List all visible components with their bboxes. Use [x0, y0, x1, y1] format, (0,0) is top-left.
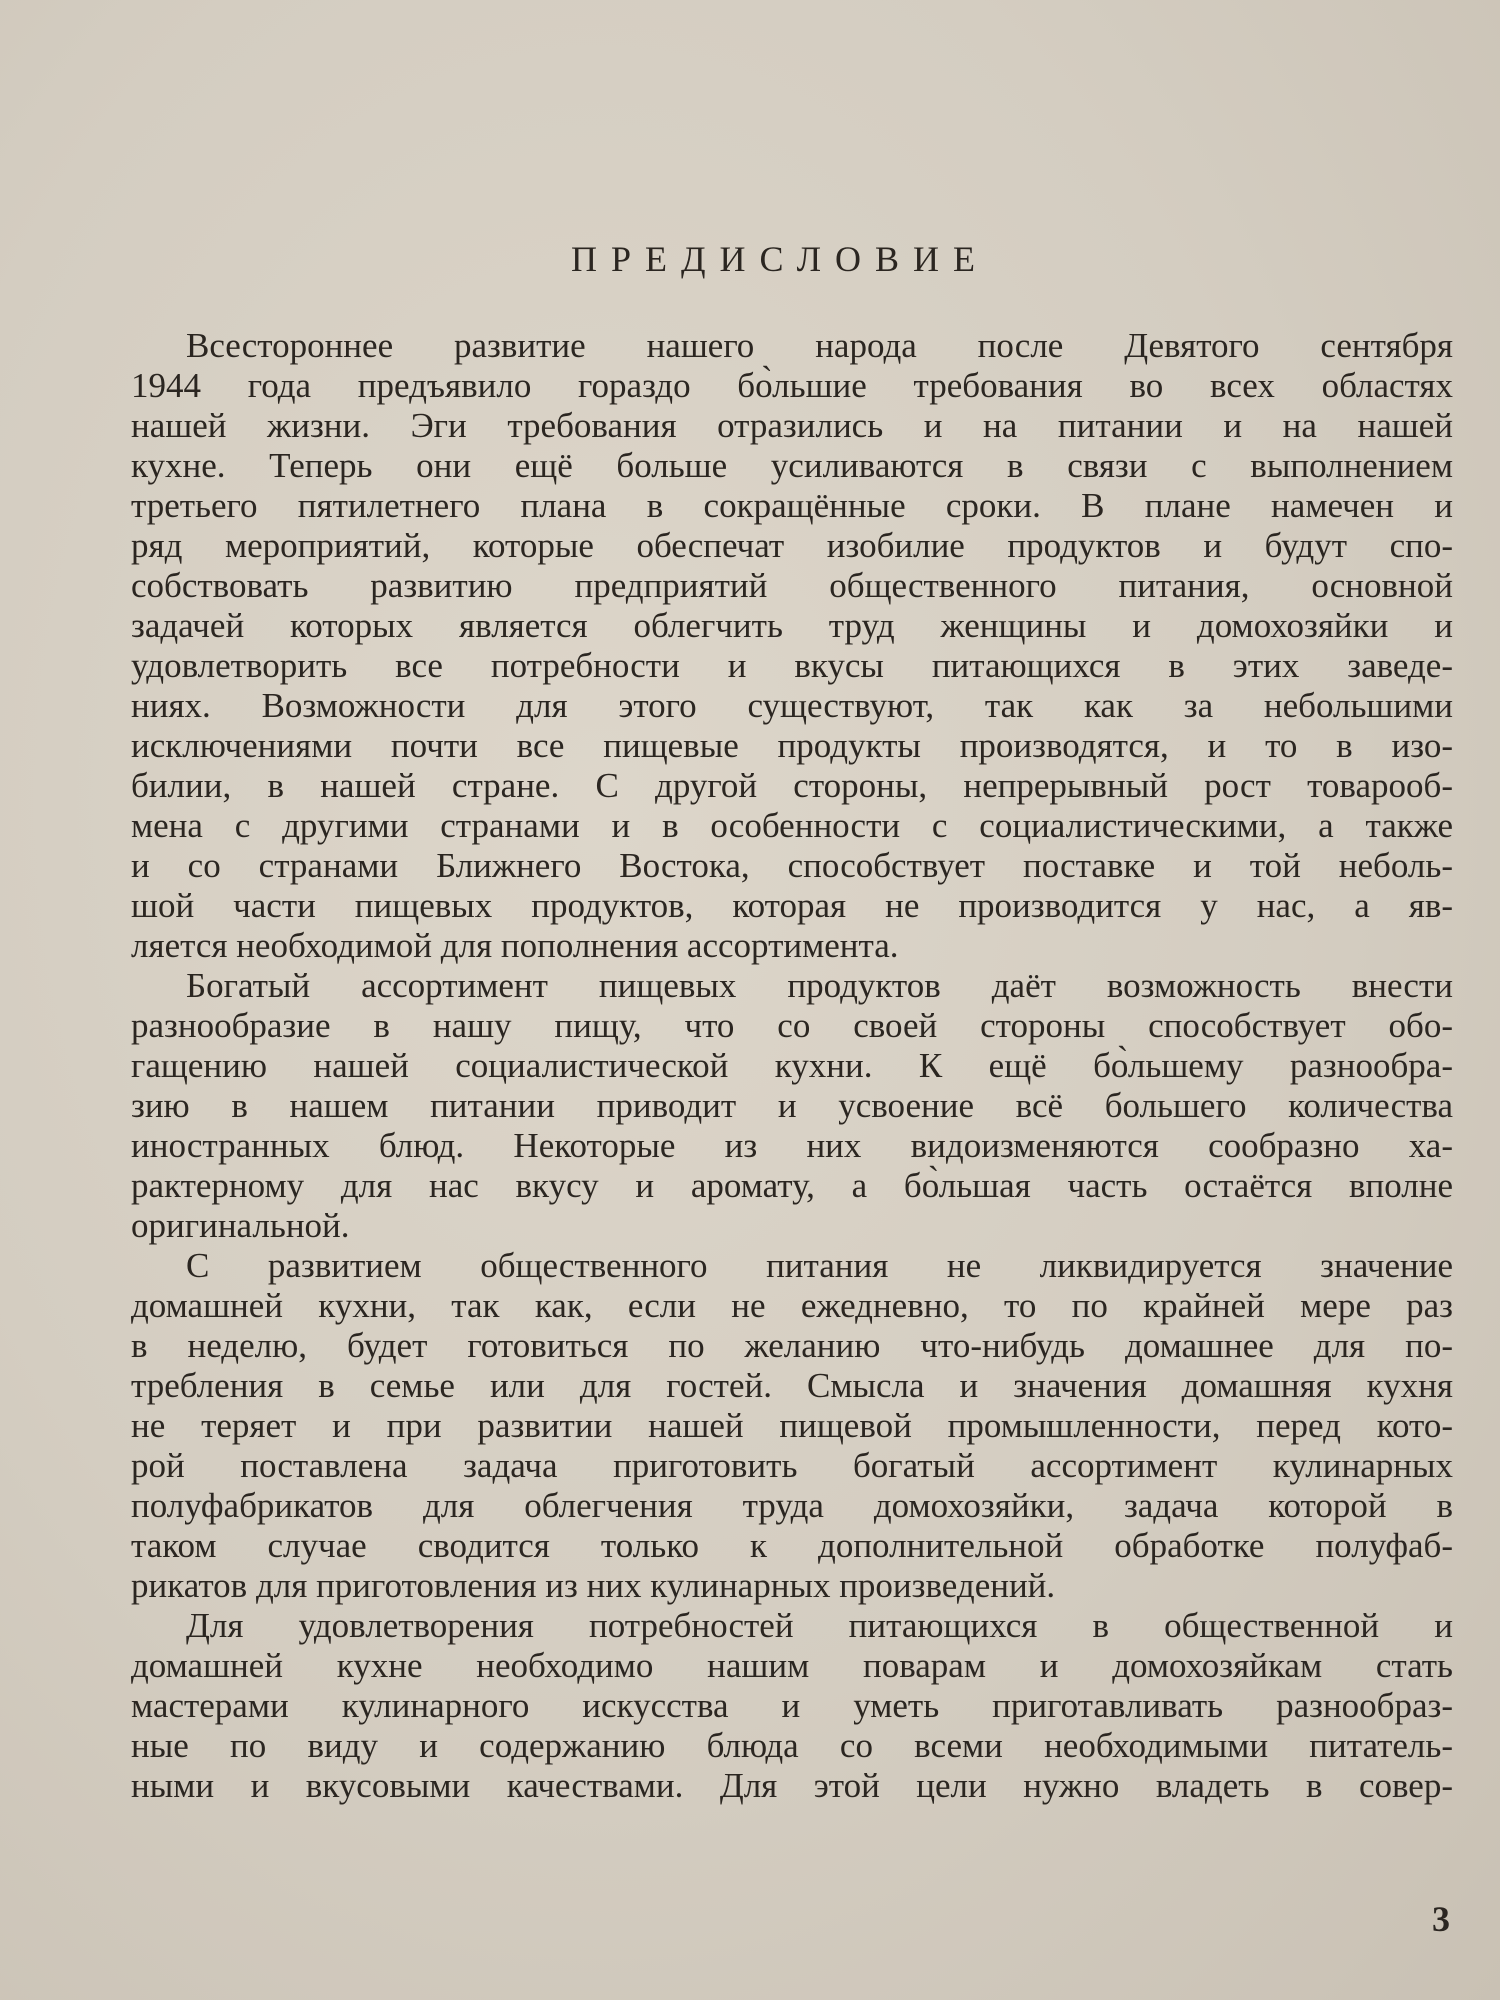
text-line: 1944 года предъявило гораздо бо̀льшие требования во всех областях	[131, 366, 1453, 405]
text-line: требления в семье или для гостей. Смысла и значения домашняя кухня	[131, 1366, 1453, 1405]
text-line: третьего пятилетнего плана в сокращённые сроки. В плане намечен и	[131, 486, 1453, 525]
text-line: разнообразие в нашу пищу, что со своей стороны способствует обо-	[131, 1006, 1453, 1045]
text-line: С развитием общественного питания не ликвидируется значение	[186, 1246, 1453, 1285]
text-line: иностранных блюд. Некоторые из них видоизменяются сообразно ха-	[131, 1126, 1453, 1165]
text-line: собствовать развитию предприятий общественного питания, основной	[131, 566, 1453, 605]
text-line: исключениями почти все пищевые продукты производятся, и то в изо-	[131, 726, 1453, 765]
text-line: рикатов для приготовления из них кулинарных произведений.	[131, 1566, 1056, 1605]
text-line: домашней кухне необходимо нашим поварам и домохозяйкам стать	[131, 1646, 1453, 1685]
text-line: кухне. Теперь они ещё больше усиливаются в связи с выполнением	[131, 446, 1453, 485]
text-line: в неделю, будет готовиться по желанию что-нибудь домашнее для по-	[131, 1326, 1453, 1365]
text-line: зию в нашем питании приводит и усвоение всё большего количества	[131, 1086, 1453, 1125]
text-line: мена с другими странами и в особенности с социалистическими, а также	[131, 806, 1453, 845]
text-line: домашней кухни, так как, если не ежедневно, то по крайней мере раз	[131, 1286, 1453, 1325]
text-line: гащению нашей социалистической кухни. К ещё бо̀льшему разнообра-	[131, 1046, 1453, 1085]
text-line: нашей жизни. Эги требования отразились и на питании и на нашей	[131, 406, 1453, 445]
body-text	[131, 326, 1453, 1806]
text-line: рой поставлена задача приготовить богатый ассортимент кулинарных	[131, 1446, 1453, 1485]
text-line: и со странами Ближнего Востока, способствует поставке и той неболь-	[131, 846, 1453, 885]
paragraph	[131, 326, 1453, 966]
paragraph	[131, 1246, 1453, 1606]
text-line: Всестороннее развитие нашего народа после Девятого сентября	[186, 326, 1453, 365]
text-line: полуфабрикатов для облегчения труда домохозяйки, задача которой в	[131, 1486, 1453, 1525]
text-line: ряд мероприятий, которые обеспечат изобилие продуктов и будут спо-	[131, 526, 1453, 565]
paragraph	[131, 966, 1453, 1246]
text-line: удовлетворить все потребности и вкусы питающихся в этих заведе-	[131, 646, 1453, 685]
text-line: таком случае сводится только к дополнительной обработке полуфаб-	[131, 1526, 1453, 1565]
page-number: 3	[1432, 1899, 1450, 1939]
text-line: ные по виду и содержанию блюда со всеми необходимыми питатель-	[131, 1726, 1453, 1765]
text-line: ниях. Возможности для этого существуют, так как за небольшими	[131, 686, 1453, 725]
text-line: оригинальной.	[131, 1206, 350, 1245]
text-line: не теряет и при развитии нашей пищевой промышленности, перед кото-	[131, 1406, 1453, 1445]
text-line: шой части пищевых продуктов, которая не производится у нас, а яв-	[131, 886, 1453, 925]
page-title: ПРЕДИСЛОВИЕ	[570, 239, 990, 279]
text-line: задачей которых является облегчить труд женщины и домохозяйки и	[131, 606, 1453, 645]
paragraph	[131, 1606, 1453, 1806]
text-line: Богатый ассортимент пищевых продуктов даёт возможность внести	[186, 966, 1453, 1005]
text-line: Для удовлетворения потребностей питающихся в общественной и	[186, 1606, 1453, 1645]
text-line: рактерному для нас вкусу и аромату, а бо̀льшая часть остаётся вполне	[131, 1166, 1453, 1205]
text-line: билии, в нашей стране. С другой стороны, непрерывный рост товарооб-	[131, 766, 1453, 805]
text-line: мастерами кулинарного искусства и уметь приготавливать разнообраз-	[131, 1686, 1453, 1725]
text-line: ляется необходимой для пополнения ассортимента.	[131, 926, 899, 965]
text-line: ными и вкусовыми качествами. Для этой цели нужно владеть в совер-	[131, 1766, 1453, 1805]
